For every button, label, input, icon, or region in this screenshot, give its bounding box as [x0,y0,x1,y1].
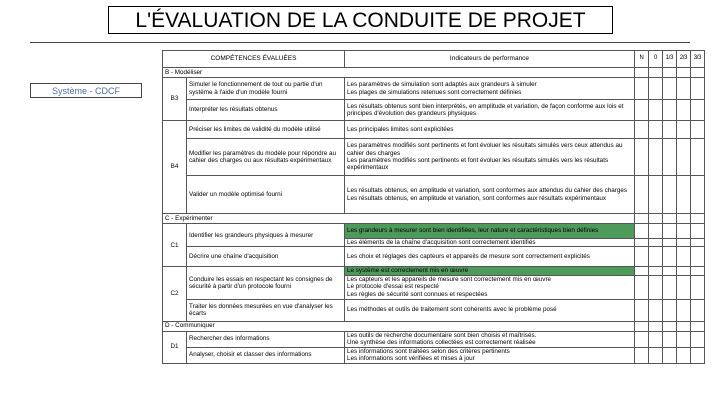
score-cell[interactable] [635,267,649,275]
score-cell[interactable] [663,68,677,78]
indicator-text: Les éléments de la chaîne d'acquisition sont correctement identifiés [345,239,635,247]
score-cell[interactable] [635,214,649,224]
score-cell[interactable] [649,78,663,100]
score-cell[interactable] [677,267,691,275]
score-cell[interactable] [635,139,649,176]
score-cell[interactable] [635,239,649,247]
score-cell[interactable] [649,247,663,267]
competence-label: Interpréter les résultats obtenus [187,100,345,121]
competence-code: C1 [163,224,187,267]
competence-label: Identifier les grandeurs physiques à mesurer [187,224,345,247]
score-cell[interactable] [677,176,691,214]
score-cell[interactable] [635,121,649,139]
score-cell[interactable] [691,267,705,275]
competence-label: Valider un modèle optimisé fourni [187,176,345,214]
competence-label: Traiter les données mesurées en vue d'analyser les écarts [187,299,345,321]
score-cell[interactable] [663,267,677,275]
header-indicateurs: Indicateurs de performance [345,51,635,68]
score-cell[interactable] [649,121,663,139]
score-cell[interactable] [649,214,663,224]
score-cell[interactable] [649,321,663,331]
score-cell[interactable] [649,100,663,121]
indicator-text: Les méthodes et outils de traitement sont cohérents avec le problème posé [345,299,635,321]
score-cell[interactable] [649,176,663,214]
indicator-text: Les outils de recherche documentaire sont bien choisis et maîtrisés. Une synthèse des informations collectées est correctement réalisée [345,331,635,347]
indicator-text: Les capteurs et les appareils de mesure sont correctement mis en œuvre Le protocole d'essai est respecté Les règles de sécurité sont connues et respectées [345,275,635,299]
score-cell[interactable] [635,224,649,239]
score-cell[interactable] [677,239,691,247]
score-cell[interactable] [691,100,705,121]
score-cell[interactable] [649,239,663,247]
score-cell[interactable] [663,100,677,121]
score-cell[interactable] [691,299,705,321]
header-competences: COMPÉTENCES ÉVALUÉES [163,51,345,68]
indicator-text: Les choix et réglages des capteurs et appareils de mesure sont correctement explicités [345,247,635,267]
competence-label: Rechercher des informations [187,331,345,347]
score-cell[interactable] [663,176,677,214]
score-cell[interactable] [677,78,691,100]
score-cell[interactable] [677,139,691,176]
score-cell[interactable] [635,100,649,121]
score-cell[interactable] [635,78,649,100]
score-cell[interactable] [663,347,677,363]
score-cell[interactable] [663,321,677,331]
score-cell[interactable] [691,275,705,299]
score-cell[interactable] [663,214,677,224]
competence-code: B3 [163,78,187,121]
score-cell[interactable] [663,224,677,239]
score-cell[interactable] [677,224,691,239]
header-level-1-3: 1/3 [663,51,677,68]
score-cell[interactable] [649,224,663,239]
score-cell[interactable] [691,214,705,224]
score-cell[interactable] [691,176,705,214]
score-cell[interactable] [635,247,649,267]
score-cell[interactable] [691,331,705,347]
score-cell[interactable] [677,121,691,139]
competence-label: Analyser, choisir et classer des informations [187,347,345,363]
header-level-3-3: 3/3 [691,51,705,68]
page-title: L'ÉVALUATION DE LA CONDUITE DE PROJET [108,6,613,34]
score-cell[interactable] [663,247,677,267]
score-cell[interactable] [649,275,663,299]
section-c: C - Expérimenter [163,214,635,224]
score-cell[interactable] [635,321,649,331]
competence-code: D1 [163,331,187,363]
indicator-text: Les principales limites sont explicitées [345,121,635,139]
section-b: B - Modéliser [163,68,635,78]
header-level-2-3: 2/3 [677,51,691,68]
score-cell[interactable] [663,331,677,347]
score-cell[interactable] [677,247,691,267]
section-d: D - Communiquer [163,321,635,331]
score-cell[interactable] [691,121,705,139]
header-level-n: N [635,51,649,68]
score-cell[interactable] [649,299,663,321]
score-cell[interactable] [649,331,663,347]
score-cell[interactable] [691,139,705,176]
score-cell[interactable] [677,100,691,121]
indicator-text-highlighted: Les grandeurs à mesurer sont bien identifiées, leur nature et caractéristiques bien définies [345,224,635,239]
score-cell[interactable] [649,68,663,78]
score-cell[interactable] [677,347,691,363]
competence-label: Décrire une chaîne d'acquisition [187,247,345,267]
score-cell[interactable] [691,347,705,363]
score-cell[interactable] [691,78,705,100]
score-cell[interactable] [649,347,663,363]
competence-label: Simuler le fonctionnement de tout ou partie d'un système à l'aide d'un modèle fourni [187,78,345,100]
score-cell[interactable] [635,68,649,78]
score-cell[interactable] [663,275,677,299]
score-cell[interactable] [691,321,705,331]
score-cell[interactable] [677,321,691,331]
score-cell[interactable] [635,299,649,321]
score-cell[interactable] [663,139,677,176]
score-cell[interactable] [635,176,649,214]
score-cell[interactable] [635,331,649,347]
score-cell[interactable] [635,275,649,299]
score-cell[interactable] [677,214,691,224]
competence-label: Conduire les essais en respectant les consignes de sécurité à partir d'un protocole fourni [187,267,345,299]
competence-code: B4 [163,121,187,214]
score-cell[interactable] [649,139,663,176]
header-level-0: 0 [649,51,663,68]
score-cell[interactable] [691,239,705,247]
indicator-text: Les résultats obtenus sont bien interprétés, en amplitude et variation, de façon conforme aux lois et principes d'évolution des grandeurs physiques [345,100,635,121]
score-cell[interactable] [635,347,649,363]
score-cell[interactable] [649,267,663,275]
indicator-text: Les informations sont traitées selon des critères pertinents Les informations sont vérifiées et mises à jour [345,347,635,363]
title-divider [30,42,690,43]
score-cell[interactable] [663,121,677,139]
score-cell[interactable] [691,224,705,239]
score-cell[interactable] [677,331,691,347]
score-cell[interactable] [663,299,677,321]
indicator-text: Les paramètres de simulation sont adaptés aux grandeurs à simuler Les plages de simulations retenues sont correctement définies [345,78,635,100]
score-cell[interactable] [677,68,691,78]
indicator-text-highlighted: Le système est correctement mis en œuvre [345,267,635,275]
system-label: Système - CDCF [30,83,142,98]
indicator-text: Les paramètres modifiés sont pertinents et font évoluer les résultats simulés vers ceux attendus au cahier des charges Les paramètres modifiés sont pertinents et font évoluer les résultats simulés vers les résultats expérimentaux [345,139,635,176]
score-cell[interactable] [677,299,691,321]
score-cell[interactable] [663,78,677,100]
score-cell[interactable] [677,275,691,299]
competence-label: Modifier les paramètres du modèle pour répondre au cahier des charges ou aux résultats expérimentaux [187,139,345,176]
score-cell[interactable] [691,68,705,78]
evaluation-grid [162,50,705,364]
indicator-text: Les résultats obtenus, en amplitude et variation, sont conformes aux attendus du cahier des charges Les résultats obtenus, en amplitude et variation, sont conformes aux résultats expérimentaux [345,176,635,214]
competence-label: Préciser les limites de validité du modèle utilisé [187,121,345,139]
competence-code: C2 [163,267,187,321]
score-cell[interactable] [663,239,677,247]
score-cell[interactable] [691,247,705,267]
